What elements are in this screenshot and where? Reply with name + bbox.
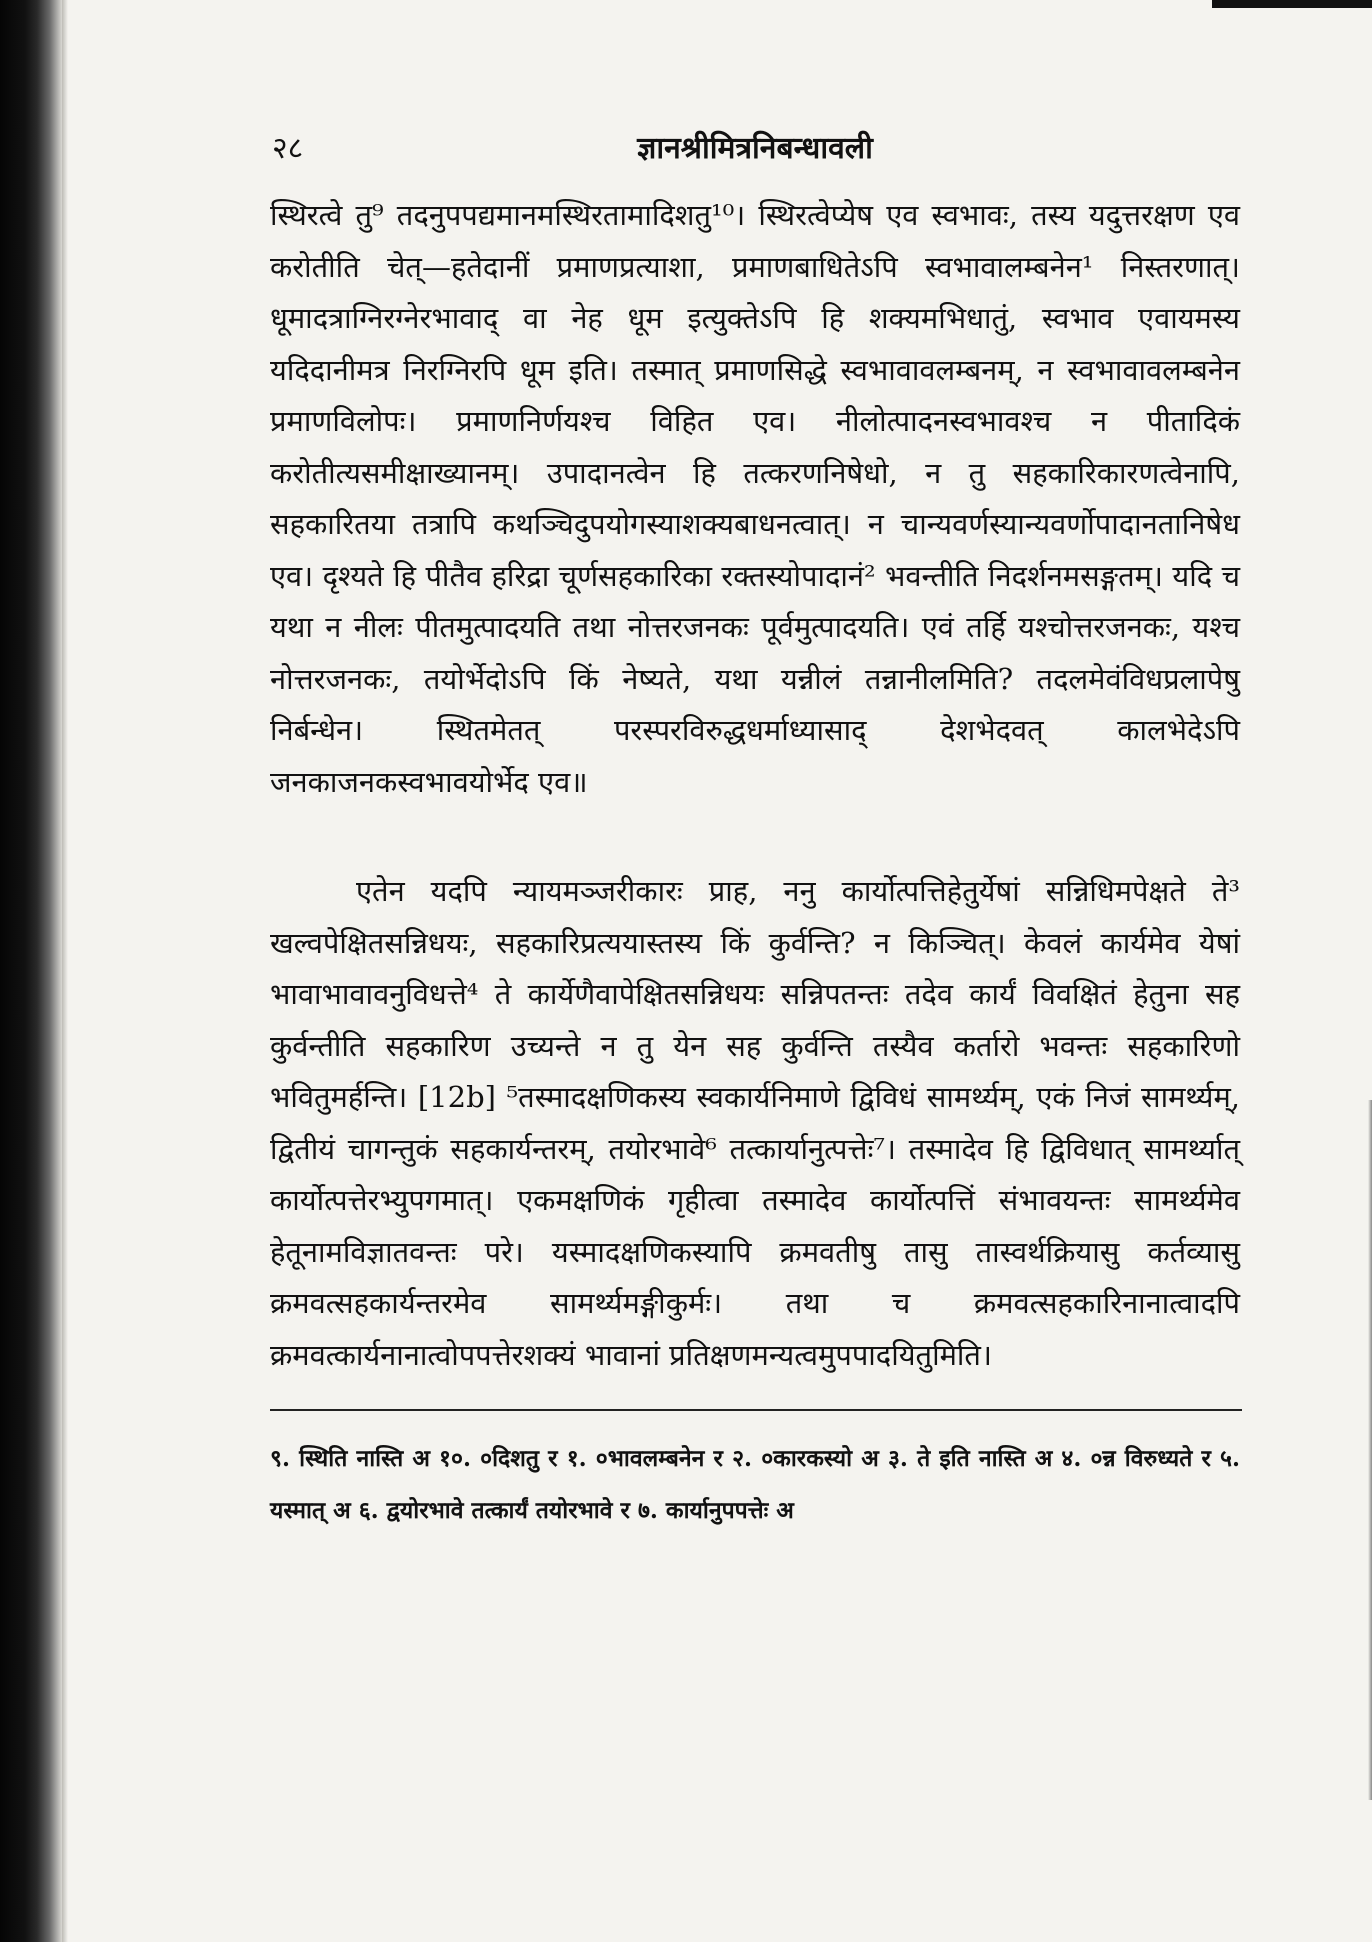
scan-binding-edge — [62, 0, 68, 1942]
scan-binding-shadow — [0, 0, 62, 1942]
running-title: ज्ञानश्रीमित्रनिबन्धावली — [637, 131, 873, 166]
body-paragraph-1: स्थिरत्वे तु⁹ तदनुपपद्यमानमस्थिरतामादिशतु¹⁰। स्थिरत्वेप्येष एव स्वभावः, तस्य यदुत्तरक्षण एव करोतीति चेत्—हतेदानीं प्रमाणप्रत्याशा, प्रमाणबाधितेऽपि स्वभावालम्बनेन¹ निस्तरणात्। धूमादत्राग्निरग्नेरभावाद् वा नेह धूम इत्युक्तेऽपि हि शक्यमभिधातुं, स्वभाव एवायमस्य यदिदानीमत्र निरग्निरपि धूम इति। तस्मात् प्रमाणसिद्धे स्वभावावलम्बनम्, न स्वभावावलम्बनेन प्रमाणविलोपः। प्रमाणनिर्णयश्च विहित एव। नीलोत्पादनस्वभावश्च न पीतादिकं करोतीत्यसमीक्षाख्यानम्। उपादानत्वेन हि तत्करणनिषेधो, न तु सहकारिकारणत्वेनापि, सहकारितया तत्रापि कथञ्चिदुपयोगस्याशक्यबाधनत्वात्। न चान्यवर्णस्यान्यवर्णोपादानतानिषेध एव। दृश्यते हि पीतैव हरिद्रा चूर्णसहकारिका रक्तस्योपादानं² भवन्तीति निदर्शनमसङ्गतम्। यदि च यथा न नीलः पीतमुत्पादयति तथा नोत्तरजनकः पूर्वमुत्पादयति। एवं तर्हि यश्चोत्तरजनकः, यश्च नोत्तरजनकः, तयोर्भेदोऽपि किं नेष्यते, यथा यन्नीलं तन्नानीलमिति? तदलमेवंविधप्रलापेषु निर्बन्धेन। स्थितमेतत् परस्परविरुद्धधर्माध्यासाद् देशभेदवत् कालभेदेऽपि जनकाजनकस्वभावयोर्भेद एव॥ — [270, 198, 1240, 799]
scan-top-mark — [1212, 0, 1372, 8]
footnotes: ९. स्थिति नास्ति अ १०. ०दिशतु र १. ०भावलम्बनेन र २. ०कारकस्यो अ ३. ते इति नास्ति अ ४. ०न्न विरुध्यते र ५. यस्मात् अ ६. द्वयोरभावे तत्कार्यं तयोरभावे र ७. कार्यानुपपत्तेः अ — [270, 1445, 1240, 1524]
book-page — [270, 120, 1240, 1537]
page-header — [270, 120, 1240, 180]
page-number: २८ — [272, 131, 304, 166]
footnote-divider — [270, 1409, 1242, 1411]
body-paragraph-2: एतेन यदपि न्यायमञ्जरीकारः प्राह, ननु कार्योत्पत्तिहेतुर्येषां सन्निधिमपेक्षते ते³ खल्वपेक्षितसन्निधयः, सहकारिप्रत्ययास्तस्य किं कुर्वन्ति? न किञ्चित्। केवलं कार्यमेव येषां भावाभावावनुविधत्ते⁴ ते कार्येणैवापेक्षितसन्निधयः सन्निपतन्तः तदेव कार्यं विवक्षितं हेतुना सह कुर्वन्तीति सहकारिण उच्यन्ते न तु येन सह कुर्वन्ति तस्यैव कर्तारो भवन्तः सहकारिणो भवितुमर्हन्ति। [12b] ⁵तस्मादक्षणिकस्य स्वकार्यनिमाणे द्विविधं सामर्थ्यम्, एकं निजं सामर्थ्यम्, द्वितीयं चागन्तुकं सहकार्यन्तरम्, तयोरभावे⁶ तत्कार्यानुत्पत्तेः⁷। तस्मादेव हि द्विविधात् सामर्थ्यात् कार्योत्पत्तेरभ्युपगमात्। एकमक्षणिकं गृहीत्वा तस्मादेव कार्योत्पत्तिं संभावयन्तः सामर्थ्यमेव हेतूनामविज्ञातवन्तः परे। यस्मादक्षणिकस्यापि क्रमवतीषु तासु तास्वर्थक्रियासु कर्तव्यासु क्रमवत्सहकार्यन्तरमेव सामर्थ्यमङ्गीकुर्मः। तथा च क्रमवत्सहकारिनानात्वादपि क्रमवत्कार्यनानात्वोपपत्तेरशक्यं भावानां प्रतिक्षणमन्यत्वमुपपादयितुमिति। — [270, 874, 1240, 1372]
scan-right-edge — [1368, 1100, 1372, 1800]
